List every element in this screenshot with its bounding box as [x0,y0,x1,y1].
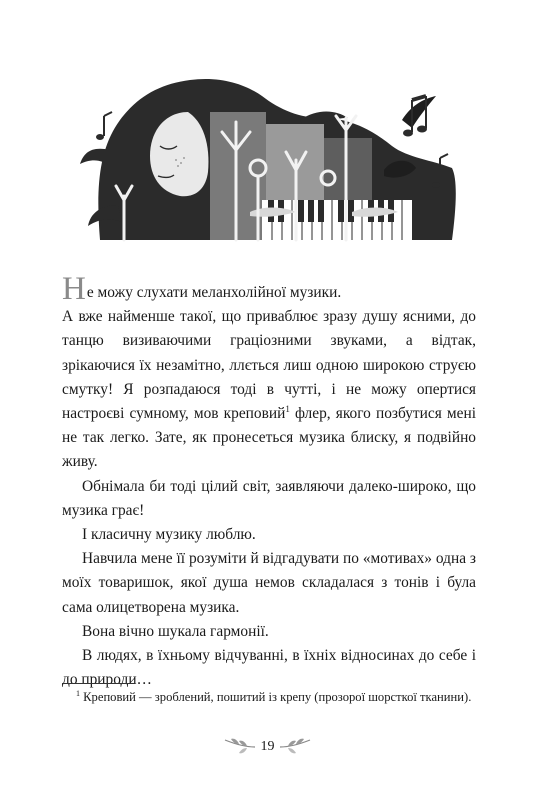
page-footer [0,738,535,756]
paragraph-text: е можу слухати меланхолійної музики. [86,284,342,301]
footnote-reference[interactable]: 1 [285,403,290,414]
leaf-ornament-icon [217,738,257,756]
footnote-text: Креповий — зроблений, пошитий із крепу (прозорої шорсткої тканини). [83,690,472,704]
paragraph: Вона вічно шукала гармонії. [82,622,269,640]
page-number: 19 [260,739,275,755]
body-text [62,271,476,692]
leaf-ornament-icon [278,738,318,756]
paragraph: В людях, в їхньому відчуванні, в їхніх відносинах до себе і до природи… [62,647,476,689]
footnote-divider [62,683,134,684]
paragraph [62,271,476,307]
paragraph: Навчила мене її розуміти й відгадувати по «мотивах» одна з моїх товаришок, якої душа немов складалася з тонів і була сама олицетворена музика. [62,550,476,616]
paragraph-text: флер, якого позбутися мені не так легко. Зате, як пронесеться музика блиску, я подвійно живу. [62,405,476,471]
woman-piano-illustration-icon [0,0,535,260]
paragraph [62,305,476,474]
paragraph: І класичну музику люблю. [82,526,256,544]
paragraph: Обнімала би тоді цілий світ, заявляючи далеко-широко, що музика грає! [62,477,476,519]
footnote-number: 1 [76,688,80,698]
paragraph-text: А вже найменше такої, що приваблює зразу душу ясними, до танцю визиваючими граціозними звуками, а відтак, зрікаючися їх незамітно, ллється лиш одною широкою струєю смутку! Я розпадаюся тоді в чутті, і не можу опертися настроєві сумному, мов креповий [62,308,476,423]
drop-cap: Н [62,271,86,307]
footnote [62,688,476,707]
